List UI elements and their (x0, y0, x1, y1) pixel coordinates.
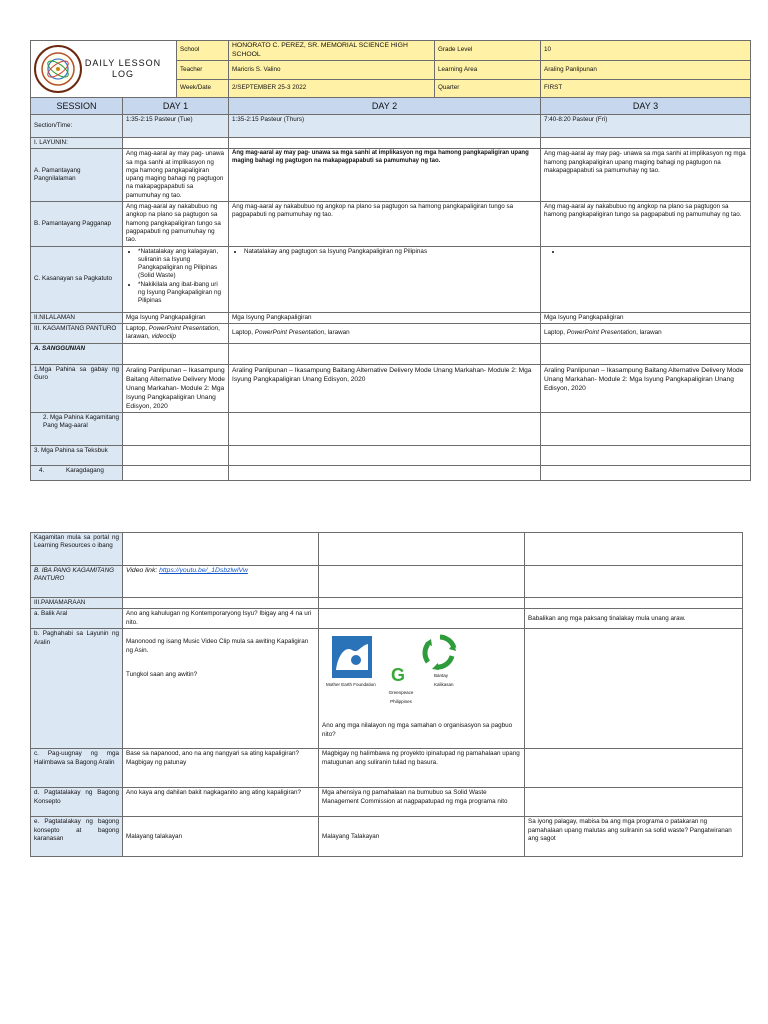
kag-text: , larawan (324, 329, 350, 337)
list-item: • *Nakikilala ang ibat-ibang uri ng Isyung Pangkapaligiran ng Pilipinas (138, 281, 225, 306)
grade-level-label: Grade Level (435, 41, 541, 61)
kag-text: Laptop, (232, 329, 255, 337)
balik-aral-day1: Ano ang kahulugan ng Kontemporaryong Isyu? Ibigay ang 4 na uri nito. (123, 609, 319, 629)
layunin-label: I. LAYUNIN: (31, 138, 123, 149)
pamantayang-pagganap-day3: Ang mag-aaral ay nakabubuo ng angkop na plano sa pagtugon sa hamong pangkapaligiran tungo sa pagpapabuti ng pamumuhay ng tao. (541, 202, 751, 246)
school-logo-cell (31, 41, 177, 98)
pamantayang-nilalaman-day3: Ang mag-aaral ay may pag- unawa sa mga sanhi at implikasyon ng mga hamong pangkapaligiran upang maging bahagi ng pagtugon na makapagpapabuti sa pamumuhay ng tao. (541, 149, 751, 202)
bantay-kalikasan-logo (422, 634, 458, 670)
pamantayang-pagganap-day1: Ang mag-aaral ay nakabubuo ng angkop na plano sa pagtugon sa hamong pangkapaligiran tungo sa pagpapabuti ng pamumuhay ng tao. (123, 202, 229, 246)
kagamitang-mag-aaral-day2 (229, 412, 541, 445)
pamamaraan-day2 (319, 598, 525, 609)
pag-uugnay-label: c. Pag-uugnay ng mga Halimbawa sa Bagong Aralin (31, 749, 123, 788)
kasanayan-day1 (123, 246, 229, 312)
sanggunian-label: A. SANGGUNIAN (31, 343, 123, 364)
video-link-label: Video link: (126, 567, 160, 574)
paghahabi-day2-question: Ano ang mga nilalayon ng mga samahan o organisasyon sa pagbuo nito? (322, 722, 513, 738)
kag-text: PowerPoint Presentation (148, 325, 219, 333)
mother-earth-caption: Mother Earth Foundation (326, 682, 376, 688)
list-item (562, 248, 747, 256)
kagamitang-mag-aaral-label: 2. Mga Pahina Kagamitang Pang Mag-aaral (31, 412, 123, 445)
layunin-day2 (229, 138, 541, 149)
kag-text: , larawan, (126, 325, 220, 341)
pamantayang-pagganap-label: B. Pamantayang Pagganap (31, 202, 123, 246)
paghahabi-day2 (319, 629, 525, 749)
kag-text: PowerPoint Presentation (566, 329, 637, 337)
pag-uugnay-day3 (525, 749, 743, 788)
list-item: • Natatalakay ang pagtugon sa Isyung Pangkapaligiran ng Pilipinas (244, 248, 537, 256)
list-item: • *Natatalakay ang kalagayan, suliranin sa Isyung Pangkapaligiran ng Pilipinas (Solid Waste) (138, 248, 225, 281)
nilalaman-day2: Mga Isyung Pangkapaligiran (229, 312, 541, 323)
school-value: HONORATO C. PEREZ, SR. MEMORIAL SCIENCE HIGH SCHOOL (229, 41, 435, 61)
paghahabi-day1 (123, 629, 319, 749)
teksbuk-day2 (229, 445, 541, 465)
teksbuk-day3 (541, 445, 751, 465)
pagtatalakay-karanasan-label: e. Pagtatalakay ng bagong konsepto at bagong karanasan (31, 817, 123, 857)
teacher-value: Maricris S. Valino (229, 61, 435, 80)
paghahabi-day1-text: Manonood ng isang Music Video Clip mula sa awiting Kapaligiran ng Asin. (126, 638, 309, 654)
karagdagang-day3 (541, 465, 751, 480)
quarter-label: Quarter (435, 80, 541, 98)
sanggunian-day2 (229, 343, 541, 364)
quarter-value: FIRST (541, 80, 751, 98)
pag-uugnay-day2: Magbigay ng halimbawa ng proyekto ipinatupad ng pamahalaan upang matugunan ang suliranin tulad ng basura. (319, 749, 525, 788)
pamantayang-pagganap-day2: Ang mag-aaral ay nakabubuo ng angkop na plano sa pagtugon sa hamong pangkapaligiran tungo sa pagpapabuti ng pamumuhay ng tao. (229, 202, 541, 246)
lesson-log-table-page2 (30, 532, 743, 857)
pamamaraan-day3 (525, 598, 743, 609)
greenpeace-caption: Greenpeace Philippines (388, 690, 414, 704)
section-time-day3: 7:40-8:20 Pasteur (Fri) (541, 115, 751, 138)
kagamitang-panturo-day1 (123, 323, 229, 343)
learning-area-value: Araling Panlipunan (541, 61, 751, 80)
section-time-day1: 1:35-2:15 Pasteur (Tue) (123, 115, 229, 138)
paghahabi-day1-question: Tungkol saan ang awitin? (126, 670, 198, 678)
pamantayang-nilalaman-day1: Ang mag-aaral ay may pag- unawa sa mga sanhi at implikasyon ng mga hamong pangkapaligiran upang maging bahagi ng pagtugon na makapagpapabuti sa pamumuhay ng tao. (123, 149, 229, 202)
svg-text:G: G (391, 665, 406, 685)
nilalaman-day1: Mga Isyung Pangkapaligiran (123, 312, 229, 323)
pagtatalakay-konsepto-day1: Ano kaya ang dahilan bakit nagkaganito ang ating kapaligiran? (123, 788, 319, 817)
day3-header: DAY 3 (541, 98, 751, 115)
kag-text: Laptop, (126, 325, 149, 333)
iba-pang-kagamitan-day1 (123, 566, 319, 598)
kag-text: Laptop, (544, 329, 567, 337)
session-label: SESSION (31, 98, 123, 115)
layunin-day3 (541, 138, 751, 149)
iba-pang-kagamitan-label: B. IBA PANG KAGAMITANG PANTURO (31, 566, 123, 598)
grade-level-value: 10 (541, 41, 751, 61)
pagtatalakay-karanasan-day1: Malayang talakayan (123, 817, 319, 857)
video-link[interactable]: https://youtu.be/_1DsbzlwlVw (159, 567, 248, 574)
gabay-guro-day2: Araling Panlipunan – Ikasampung Baitang Alternative Delivery Mode Unang Markahan- Module 2: Mga Isyung Pangkapaligiran Unang Edisyon, 2020 (229, 364, 541, 412)
pagtatalakay-konsepto-day2: Mga ahensiya ng pamahalaan na bumubuo sa Solid Waste Management Commission at nagpapatupad ng mga programa nito (319, 788, 525, 817)
pagtatalakay-karanasan-day3: Sa iyong palagay, mabisa ba ang mga programa o patakaran ng pamahalaan upang malutas ang suliranin sa solid waste? Pangatwiranan ang sagot (525, 817, 743, 857)
pagtatalakay-konsepto-day3 (525, 788, 743, 817)
karagdagang-day1 (123, 465, 229, 480)
week-date-value: 2/SEPTEMBER 25-3 2022 (229, 80, 435, 98)
balik-aral-day3: Babalikan ang mga paksang tinalakay mula unang araw. (525, 609, 743, 629)
kasanayan-day2-list (232, 248, 537, 256)
kagamitang-panturo-label: III. KAGAMITANG PANTURO (31, 323, 123, 343)
karagdagang-label: 4. Karagdagang (31, 465, 123, 480)
pag-uugnay-day1: Base sa napanood, ano na ang nangyari sa ating kapaligiran? Magbigay ng patunay (123, 749, 319, 788)
iba-pang-kagamitan-day3 (525, 566, 743, 598)
paghahabi-label: b. Paghahabi sa Layunin ng Aralin (31, 629, 123, 749)
teacher-label: Teacher (177, 61, 229, 80)
week-date-label: Week/Date (177, 80, 229, 98)
kag-text: PowerPoint Presentation (254, 329, 325, 337)
ngo-logos (322, 634, 521, 722)
kagamitan-mula-portal-day3 (525, 533, 743, 566)
kagamitang-panturo-day3 (541, 323, 751, 343)
nilalaman-day3: Mga Isyung Pangkapaligiran (541, 312, 751, 323)
pagtatalakay-karanasan-day2: Malayang Talakayan (319, 817, 525, 857)
section-time-day2: 1:35-2:15 Pasteur (Thurs) (229, 115, 541, 138)
kag-text: videoclip (151, 333, 177, 341)
teksbuk-day1 (123, 445, 229, 465)
mother-earth-foundation-logo (332, 636, 372, 678)
kasanayan-day1-list (126, 248, 225, 306)
pamantayang-nilalaman-day2: Ang mag-aaral ay may pag- unawa sa mga sanhi at implikasyon ng mga hamong pangkapaligiran upang maging bahagi ng pagtugon na makapagpapabuti sa pamumuhay ng tao. (229, 149, 541, 202)
gabay-guro-day3: Araling Panlipunan – Ikasampung Baitang Alternative Delivery Mode Unang Markahan- Module 2: Mga Isyung Pangkapaligiran Unang Edisyon, 2020 (541, 364, 751, 412)
school-label: School (177, 41, 229, 61)
day2-header: DAY 2 (229, 98, 541, 115)
day1-header: DAY 1 (123, 98, 229, 115)
bantay-kalikasan-caption: Bantay Kalikasan (434, 673, 454, 687)
paghahabi-day3 (525, 629, 743, 749)
kag-text: , larawan (636, 329, 662, 337)
teksbuk-label: 3. Mga Pahina sa Teksbuk (31, 445, 123, 465)
kagamitan-mula-portal-label: Kagamitan mula sa portal ng Learning Resources o ibang (31, 533, 123, 566)
pamantayang-nilalaman-label: A. Pamantayang Pangnilalaman (31, 149, 123, 202)
school-seal-logo (33, 44, 83, 94)
section-time-label: Section/Time: (31, 115, 123, 138)
lesson-log-table-page1 (30, 40, 751, 481)
gabay-guro-label: 1.Mga Pahina sa gabay ng Guro (31, 364, 123, 412)
balik-aral-label: a. Balik Aral (31, 609, 123, 629)
kagamitan-mula-portal-day2 (319, 533, 525, 566)
kagamitang-mag-aaral-day1 (123, 412, 229, 445)
balik-aral-day2 (319, 609, 525, 629)
karagdagang-day2 (229, 465, 541, 480)
kagamitan-mula-portal-day1 (123, 533, 319, 566)
pamamaraan-label: III.PAMAMARAAN (31, 598, 123, 609)
kasanayan-day2 (229, 246, 541, 312)
kasanayan-day3 (541, 246, 751, 312)
pamamaraan-day1 (123, 598, 319, 609)
greenpeace-logo (388, 664, 408, 684)
kasanayan-label: C. Kasanayan sa Pagkatuto (31, 246, 123, 312)
kagamitang-panturo-day2 (229, 323, 541, 343)
nilalaman-label: II.NILALAMAN (31, 312, 123, 323)
sanggunian-day1 (123, 343, 229, 364)
kasanayan-day3-list (544, 248, 747, 256)
iba-pang-kagamitan-day2 (319, 566, 525, 598)
pagtatalakay-konsepto-label: d. Pagtatalakay ng Bagong Konsepto (31, 788, 123, 817)
document-title: DAILY LESSON LOG (84, 58, 162, 79)
sanggunian-day3 (541, 343, 751, 364)
learning-area-label: Learning Area (435, 61, 541, 80)
kagamitang-mag-aaral-day3 (541, 412, 751, 445)
gabay-guro-day1: Araling Panlipunan – Ikasampung Baitang Alternative Delivery Mode Unang Markahan- Module 2: Mga Isyung Pangkapaligiran Unang Edisyon, 2020 (123, 364, 229, 412)
layunin-day1 (123, 138, 229, 149)
